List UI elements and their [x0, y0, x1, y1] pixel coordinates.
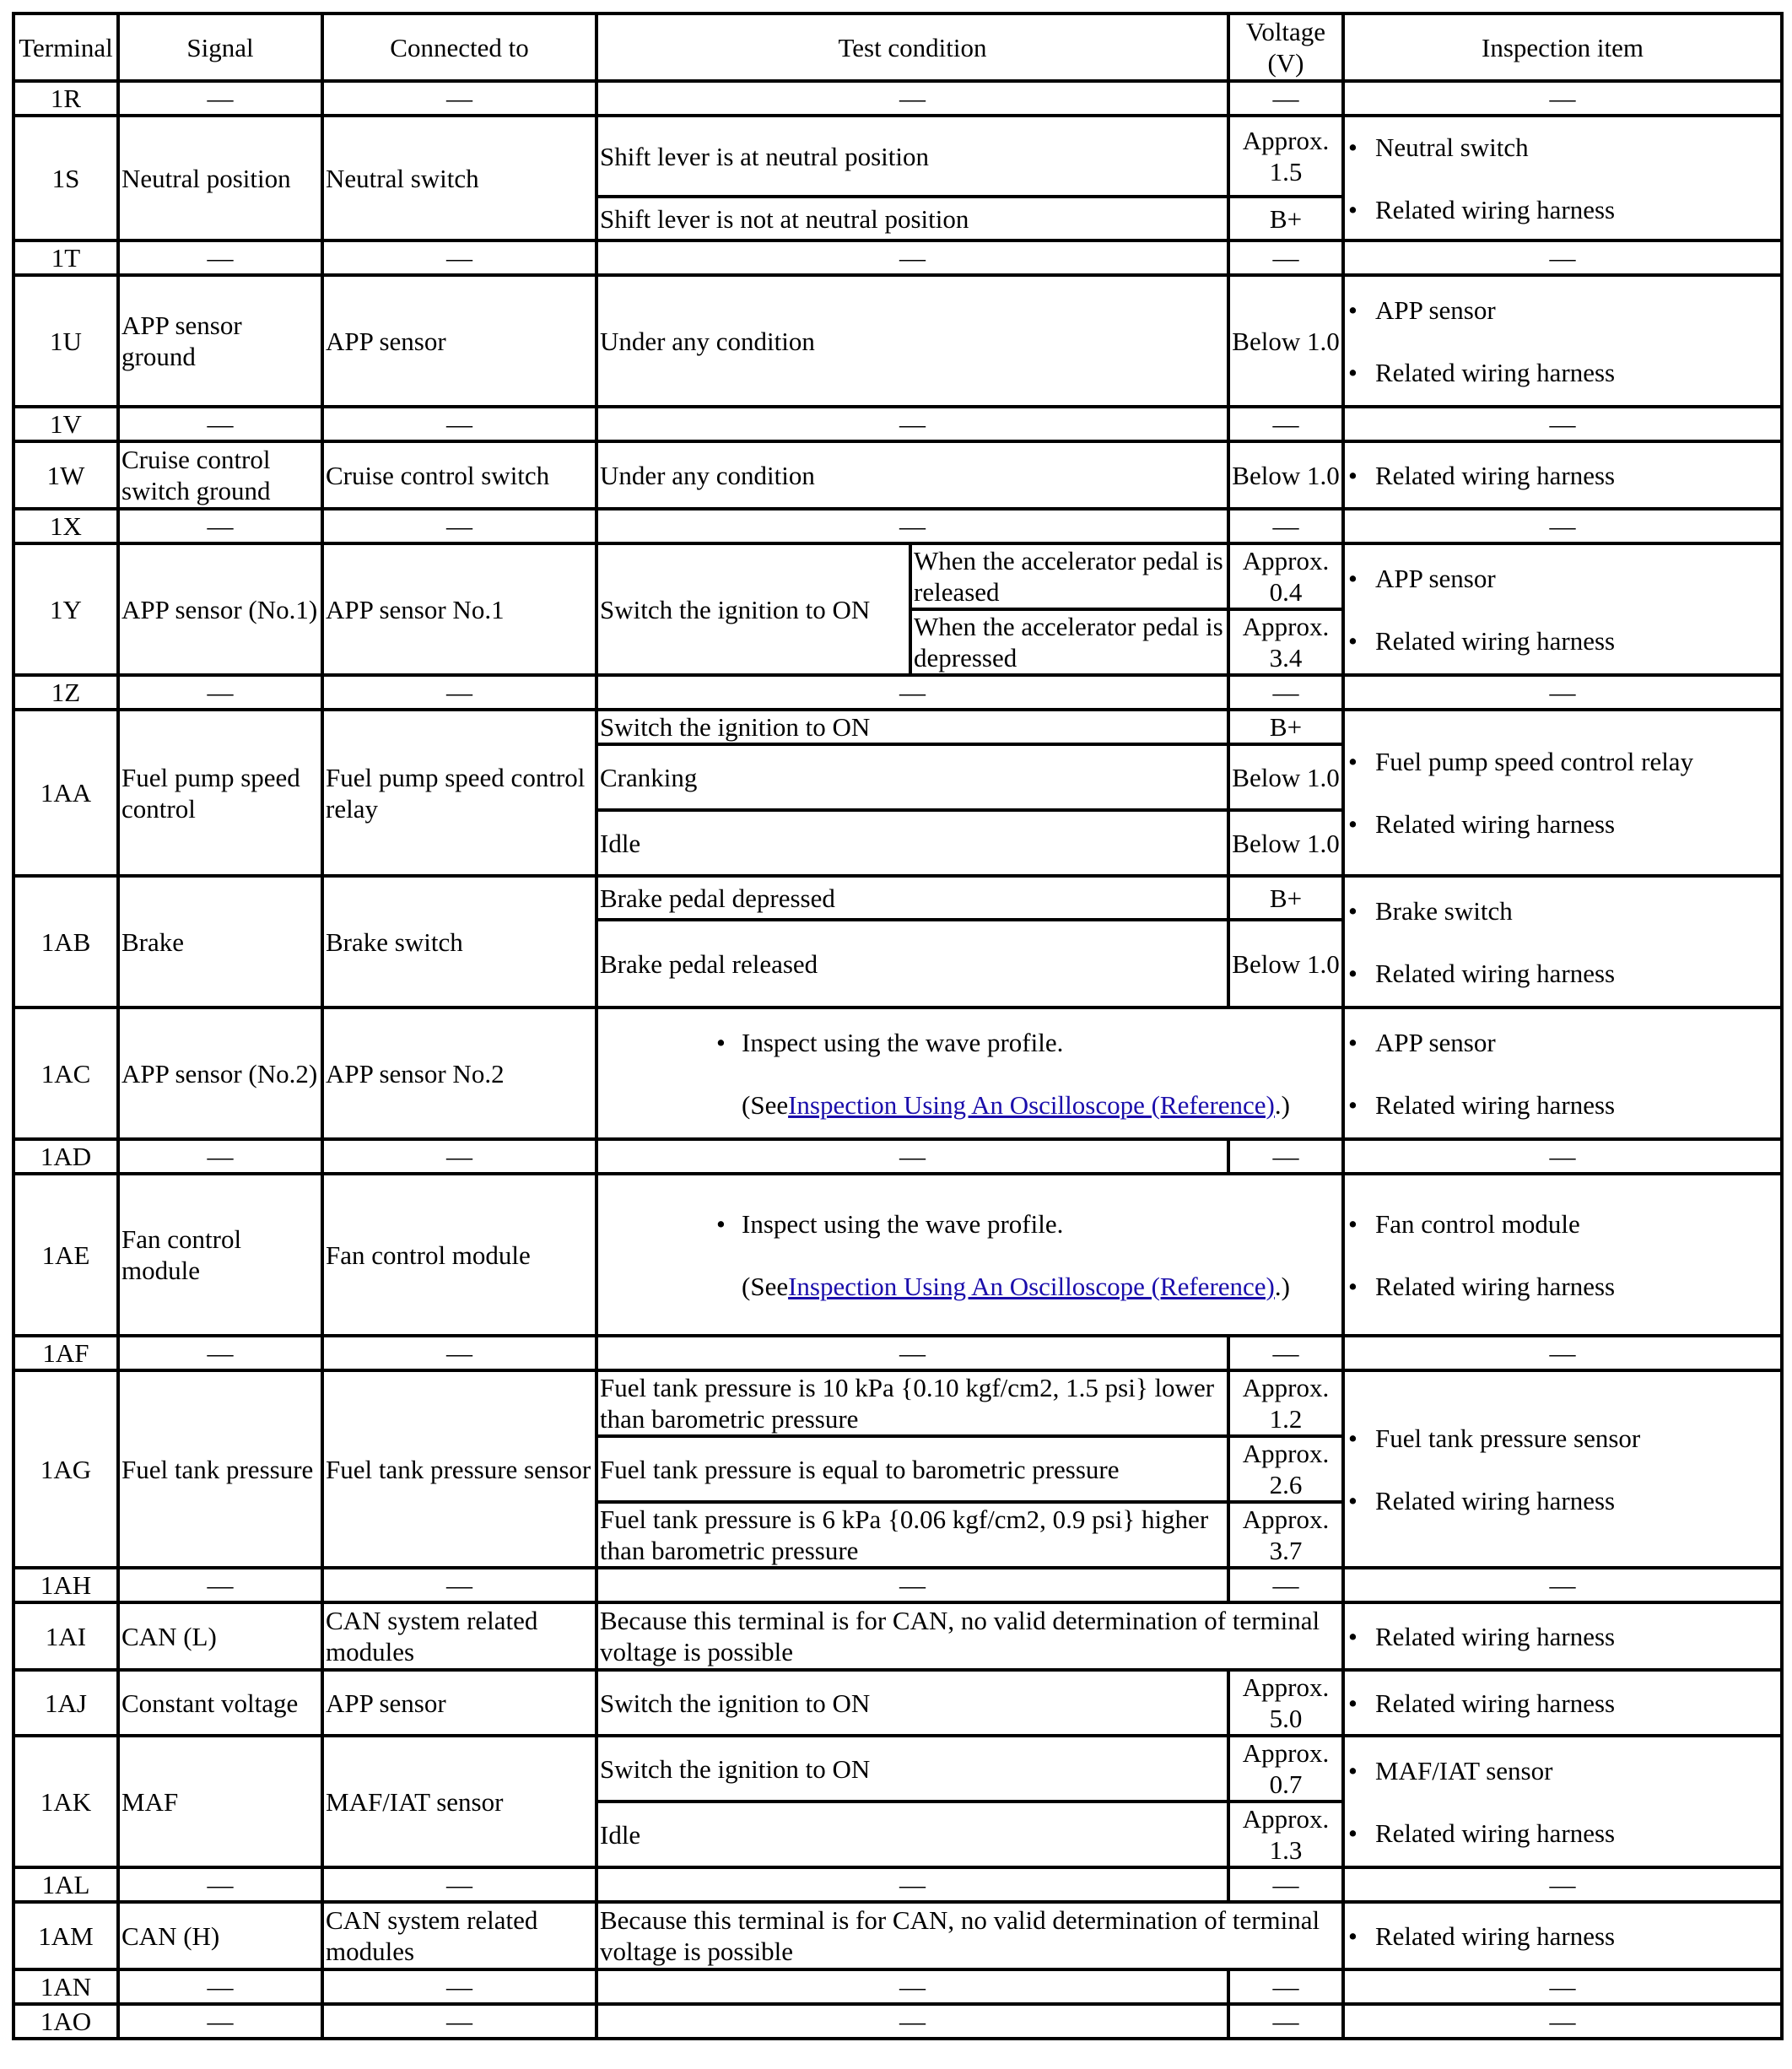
dash-cell: — — [1343, 1139, 1782, 1174]
dash-cell: — — [596, 1969, 1228, 2004]
terminal-cell: 1V — [13, 407, 118, 441]
connected-cell: CAN system related modules — [322, 1602, 596, 1670]
inspection-item: • Related wiring harness — [1358, 808, 1779, 840]
dash-cell: — — [1228, 2004, 1343, 2039]
table-row — [13, 275, 1782, 407]
connected-cell: Fuel tank pressure sensor — [322, 1370, 596, 1568]
terminal-cell: 1AA — [13, 710, 118, 876]
inspection-item: • Related wiring harness — [1358, 460, 1779, 491]
oscilloscope-link[interactable]: Inspection Using An Oscilloscope (Reference) — [788, 1089, 1275, 1120]
inspection-item: • Related wiring harness — [1358, 1485, 1779, 1516]
dash-cell: — — [1343, 81, 1782, 116]
table-row — [13, 710, 1782, 744]
voltage-cell: B+ — [1228, 197, 1343, 240]
table-row — [13, 1174, 1782, 1336]
dash-cell: — — [1343, 1867, 1782, 1902]
terminal-cell: 1AE — [13, 1174, 118, 1336]
table-row — [13, 675, 1782, 710]
inspection-cell — [1343, 1670, 1782, 1736]
dash-cell: — — [1343, 240, 1782, 275]
connected-cell: Fan control module — [322, 1174, 596, 1336]
table-row — [13, 81, 1782, 116]
signal-cell: CAN (L) — [118, 1602, 322, 1670]
signal-cell: Cruise control switch ground — [118, 441, 322, 509]
inspection-item: • Related wiring harness — [1358, 1621, 1779, 1652]
inspection-item: • Related wiring harness — [1358, 1920, 1779, 1952]
voltage-cell: Approx. 1.3 — [1228, 1802, 1343, 1867]
condition-cell: Because this terminal is for CAN, no valid determination of terminal voltage is possible — [596, 1602, 1343, 1670]
dash-cell: — — [322, 407, 596, 441]
table-row — [13, 876, 1782, 920]
condition-cell: Under any condition — [596, 275, 1228, 407]
dash-cell: — — [118, 1336, 322, 1370]
terminal-table — [12, 12, 1784, 2040]
connected-cell: Fuel pump speed control relay — [322, 710, 596, 876]
inspection-cell — [1343, 710, 1782, 876]
terminal-cell: 1AI — [13, 1602, 118, 1670]
table-row — [13, 441, 1782, 509]
terminal-cell: 1AB — [13, 876, 118, 1007]
inspection-item: • Related wiring harness — [1358, 958, 1779, 989]
signal-cell: APP sensor (No.1) — [118, 543, 322, 675]
voltage-cell: Approx. 0.4 — [1228, 543, 1343, 609]
dash-cell: — — [1343, 509, 1782, 543]
condition-cell: Shift lever is at neutral position — [596, 116, 1228, 197]
inspection-item: • Neutral switch — [1358, 132, 1779, 163]
voltage-cell: Approx. 5.0 — [1228, 1670, 1343, 1736]
inspection-item: • Related wiring harness — [1358, 357, 1779, 388]
dash-cell: — — [322, 2004, 596, 2039]
header-inspection-item: Inspection item — [1343, 14, 1782, 81]
connected-cell: APP sensor No.2 — [322, 1007, 596, 1139]
dash-cell: — — [1228, 509, 1343, 543]
header-connected-to: Connected to — [322, 14, 596, 81]
voltage-cell: B+ — [1228, 710, 1343, 744]
terminal-cell: 1Y — [13, 543, 118, 675]
inspection-item: • Related wiring harness — [1358, 1089, 1779, 1121]
terminal-cell: 1AJ — [13, 1670, 118, 1736]
voltage-cell: Below 1.0 — [1228, 275, 1343, 407]
inspection-item: • APP sensor — [1358, 563, 1779, 594]
condition-cell: Brake pedal depressed — [596, 876, 1228, 920]
inspection-item: • Fuel tank pressure sensor — [1358, 1423, 1779, 1454]
dash-cell: — — [118, 1969, 322, 2004]
voltage-cell: Below 1.0 — [1228, 744, 1343, 810]
connected-cell: Cruise control switch — [322, 441, 596, 509]
inspection-item: • Related wiring harness — [1358, 1688, 1779, 1719]
sub-condition-cell: When the accelerator pedal is depressed — [910, 609, 1228, 675]
header-row — [13, 14, 1782, 81]
inspection-item: • Related wiring harness — [1358, 194, 1779, 225]
header-terminal: Terminal — [13, 14, 118, 81]
see-reference — [716, 1271, 1340, 1302]
condition-cell: Fuel tank pressure is 6 kPa {0.06 kgf/cm2, 0.9 psi} higher than barometric pressure — [596, 1502, 1228, 1568]
table-row — [13, 1007, 1782, 1139]
inspection-cell — [1343, 876, 1782, 1007]
dash-cell: — — [1343, 675, 1782, 710]
table-row — [13, 543, 1782, 609]
dash-cell: — — [1228, 240, 1343, 275]
condition-cell: Brake pedal released — [596, 920, 1228, 1007]
dash-cell: — — [118, 407, 322, 441]
condition-cell: Switch the ignition to ON — [596, 1670, 1228, 1736]
dash-cell: — — [322, 675, 596, 710]
table-row — [13, 116, 1782, 197]
table-row — [13, 1336, 1782, 1370]
table-row — [13, 2004, 1782, 2039]
inspection-item: • Related wiring harness — [1358, 1271, 1779, 1302]
dash-cell: — — [1228, 1139, 1343, 1174]
terminal-cell: 1AD — [13, 1139, 118, 1174]
condition-cell: Under any condition — [596, 441, 1228, 509]
dash-cell: — — [596, 240, 1228, 275]
voltage-cell: Approx. 1.5 — [1228, 116, 1343, 197]
dash-cell: — — [596, 1867, 1228, 1902]
dash-cell: — — [118, 1568, 322, 1602]
wave-profile-cell — [596, 1174, 1343, 1336]
dash-cell: — — [596, 509, 1228, 543]
connected-cell: APP sensor — [322, 1670, 596, 1736]
table-row — [13, 1568, 1782, 1602]
dash-cell: — — [1343, 407, 1782, 441]
dash-cell: — — [322, 1568, 596, 1602]
voltage-cell: Approx. 1.2 — [1228, 1370, 1343, 1436]
dash-cell: — — [596, 81, 1228, 116]
voltage-cell: Approx. 2.6 — [1228, 1436, 1343, 1502]
wave-instruction: • Inspect using the wave profile. — [716, 1027, 1340, 1058]
inspection-cell — [1343, 543, 1782, 675]
condition-cell: Because this terminal is for CAN, no valid determination of terminal voltage is possible — [596, 1902, 1343, 1969]
dash-cell: — — [1228, 675, 1343, 710]
dash-cell: — — [1228, 1969, 1343, 2004]
table-row — [13, 1867, 1782, 1902]
table-row — [13, 1902, 1782, 1969]
condition-cell: Switch the ignition to ON — [596, 1736, 1228, 1802]
table-row — [13, 1670, 1782, 1736]
dash-cell: — — [118, 1867, 322, 1902]
terminal-cell: 1R — [13, 81, 118, 116]
see-reference — [716, 1089, 1340, 1121]
terminal-cell: 1AL — [13, 1867, 118, 1902]
signal-cell: Brake — [118, 876, 322, 1007]
dash-cell: — — [322, 1969, 596, 2004]
inspection-item: • Related wiring harness — [1358, 625, 1779, 656]
oscilloscope-link[interactable]: Inspection Using An Oscilloscope (Reference) — [788, 1271, 1275, 1301]
condition-cell: Switch the ignition to ON — [596, 543, 910, 675]
signal-cell: APP sensor (No.2) — [118, 1007, 322, 1139]
dash-cell: — — [596, 1336, 1228, 1370]
table-row — [13, 240, 1782, 275]
inspection-cell — [1343, 1902, 1782, 1969]
condition-cell: Idle — [596, 1802, 1228, 1867]
terminal-cell: 1AN — [13, 1969, 118, 2004]
condition-cell: Fuel tank pressure is equal to barometric pressure — [596, 1436, 1228, 1502]
dash-cell: — — [322, 81, 596, 116]
inspection-cell — [1343, 116, 1782, 240]
table-row — [13, 1736, 1782, 1802]
table-row — [13, 407, 1782, 441]
inspection-item: • MAF/IAT sensor — [1358, 1755, 1779, 1786]
dash-cell: — — [1228, 1336, 1343, 1370]
see-prefix: (See — [742, 1271, 789, 1301]
terminal-cell: 1Z — [13, 675, 118, 710]
terminal-cell: 1AG — [13, 1370, 118, 1568]
connected-cell: APP sensor No.1 — [322, 543, 596, 675]
table-row — [13, 509, 1782, 543]
dash-cell: — — [118, 240, 322, 275]
inspection-cell — [1343, 275, 1782, 407]
terminal-cell: 1AC — [13, 1007, 118, 1139]
terminal-cell: 1U — [13, 275, 118, 407]
terminal-cell: 1W — [13, 441, 118, 509]
dash-cell: — — [118, 675, 322, 710]
signal-cell: CAN (H) — [118, 1902, 322, 1969]
dash-cell: — — [118, 81, 322, 116]
voltage-cell: B+ — [1228, 876, 1343, 920]
wave-profile-cell — [596, 1007, 1343, 1139]
dash-cell: — — [1228, 1867, 1343, 1902]
connected-cell: MAF/IAT sensor — [322, 1736, 596, 1867]
terminal-cell: 1AM — [13, 1902, 118, 1969]
inspection-cell — [1343, 1174, 1782, 1336]
signal-cell: MAF — [118, 1736, 322, 1867]
table-row — [13, 1969, 1782, 2004]
inspection-cell — [1343, 1007, 1782, 1139]
voltage-cell: Approx. 0.7 — [1228, 1736, 1343, 1802]
terminal-cell: 1S — [13, 116, 118, 240]
dash-cell: — — [1343, 1568, 1782, 1602]
inspection-cell — [1343, 441, 1782, 509]
signal-cell: Neutral position — [118, 116, 322, 240]
connected-cell: Brake switch — [322, 876, 596, 1007]
inspection-item: • Fan control module — [1358, 1208, 1779, 1240]
condition-cell: Idle — [596, 810, 1228, 876]
inspection-cell — [1343, 1602, 1782, 1670]
voltage-cell: Approx. 3.7 — [1228, 1502, 1343, 1568]
terminal-cell: 1T — [13, 240, 118, 275]
terminal-cell: 1AH — [13, 1568, 118, 1602]
signal-cell: Fan control module — [118, 1174, 322, 1336]
inspection-item: • Fuel pump speed control relay — [1358, 746, 1779, 777]
terminal-cell: 1X — [13, 509, 118, 543]
inspection-cell — [1343, 1370, 1782, 1568]
dash-cell: — — [1228, 1568, 1343, 1602]
table-row — [13, 1602, 1782, 1670]
dash-cell: — — [1343, 1336, 1782, 1370]
condition-cell: Shift lever is not at neutral position — [596, 197, 1228, 240]
inspection-item: • Related wiring harness — [1358, 1818, 1779, 1849]
dash-cell: — — [596, 1139, 1228, 1174]
inspection-cell — [1343, 1736, 1782, 1867]
dash-cell: — — [118, 2004, 322, 2039]
voltage-cell: Below 1.0 — [1228, 441, 1343, 509]
dash-cell: — — [596, 2004, 1228, 2039]
dash-cell: — — [1343, 2004, 1782, 2039]
terminal-cell: 1AO — [13, 2004, 118, 2039]
voltage-cell: Below 1.0 — [1228, 920, 1343, 1007]
dash-cell: — — [118, 1139, 322, 1174]
signal-cell: Fuel pump speed control — [118, 710, 322, 876]
connected-cell: CAN system related modules — [322, 1902, 596, 1969]
signal-cell: Constant voltage — [118, 1670, 322, 1736]
terminal-cell: 1AF — [13, 1336, 118, 1370]
inspection-item: • Brake switch — [1358, 895, 1779, 926]
header-signal: Signal — [118, 14, 322, 81]
voltage-cell: Approx. 3.4 — [1228, 609, 1343, 675]
see-suffix: .) — [1274, 1271, 1290, 1301]
dash-cell: — — [596, 1568, 1228, 1602]
condition-cell: Fuel tank pressure is 10 kPa {0.10 kgf/cm2, 1.5 psi} lower than barometric pressure — [596, 1370, 1228, 1436]
connected-cell: Neutral switch — [322, 116, 596, 240]
sub-condition-cell: When the accelerator pedal is released — [910, 543, 1228, 609]
table-row — [13, 1370, 1782, 1436]
see-prefix: (See — [742, 1089, 789, 1120]
terminal-table-page — [12, 12, 1780, 2040]
wave-instruction: • Inspect using the wave profile. — [716, 1208, 1340, 1240]
signal-cell: APP sensor ground — [118, 275, 322, 407]
dash-cell: — — [322, 1139, 596, 1174]
table-row — [13, 1139, 1782, 1174]
terminal-cell: 1AK — [13, 1736, 118, 1867]
dash-cell: — — [118, 509, 322, 543]
condition-cell: Switch the ignition to ON — [596, 710, 1228, 744]
dash-cell: — — [596, 675, 1228, 710]
dash-cell: — — [1343, 1969, 1782, 2004]
voltage-cell: Below 1.0 — [1228, 810, 1343, 876]
dash-cell: — — [596, 407, 1228, 441]
signal-cell: Fuel tank pressure — [118, 1370, 322, 1568]
header-voltage: Voltage (V) — [1228, 14, 1343, 81]
connected-cell: APP sensor — [322, 275, 596, 407]
dash-cell: — — [322, 240, 596, 275]
condition-cell: Cranking — [596, 744, 1228, 810]
dash-cell: — — [1228, 81, 1343, 116]
dash-cell: — — [322, 1336, 596, 1370]
header-test-condition: Test condition — [596, 14, 1228, 81]
inspection-item: • APP sensor — [1358, 294, 1779, 326]
inspection-item: • APP sensor — [1358, 1027, 1779, 1058]
dash-cell: — — [322, 509, 596, 543]
dash-cell: — — [1228, 407, 1343, 441]
dash-cell: — — [322, 1867, 596, 1902]
see-suffix: .) — [1274, 1089, 1290, 1120]
